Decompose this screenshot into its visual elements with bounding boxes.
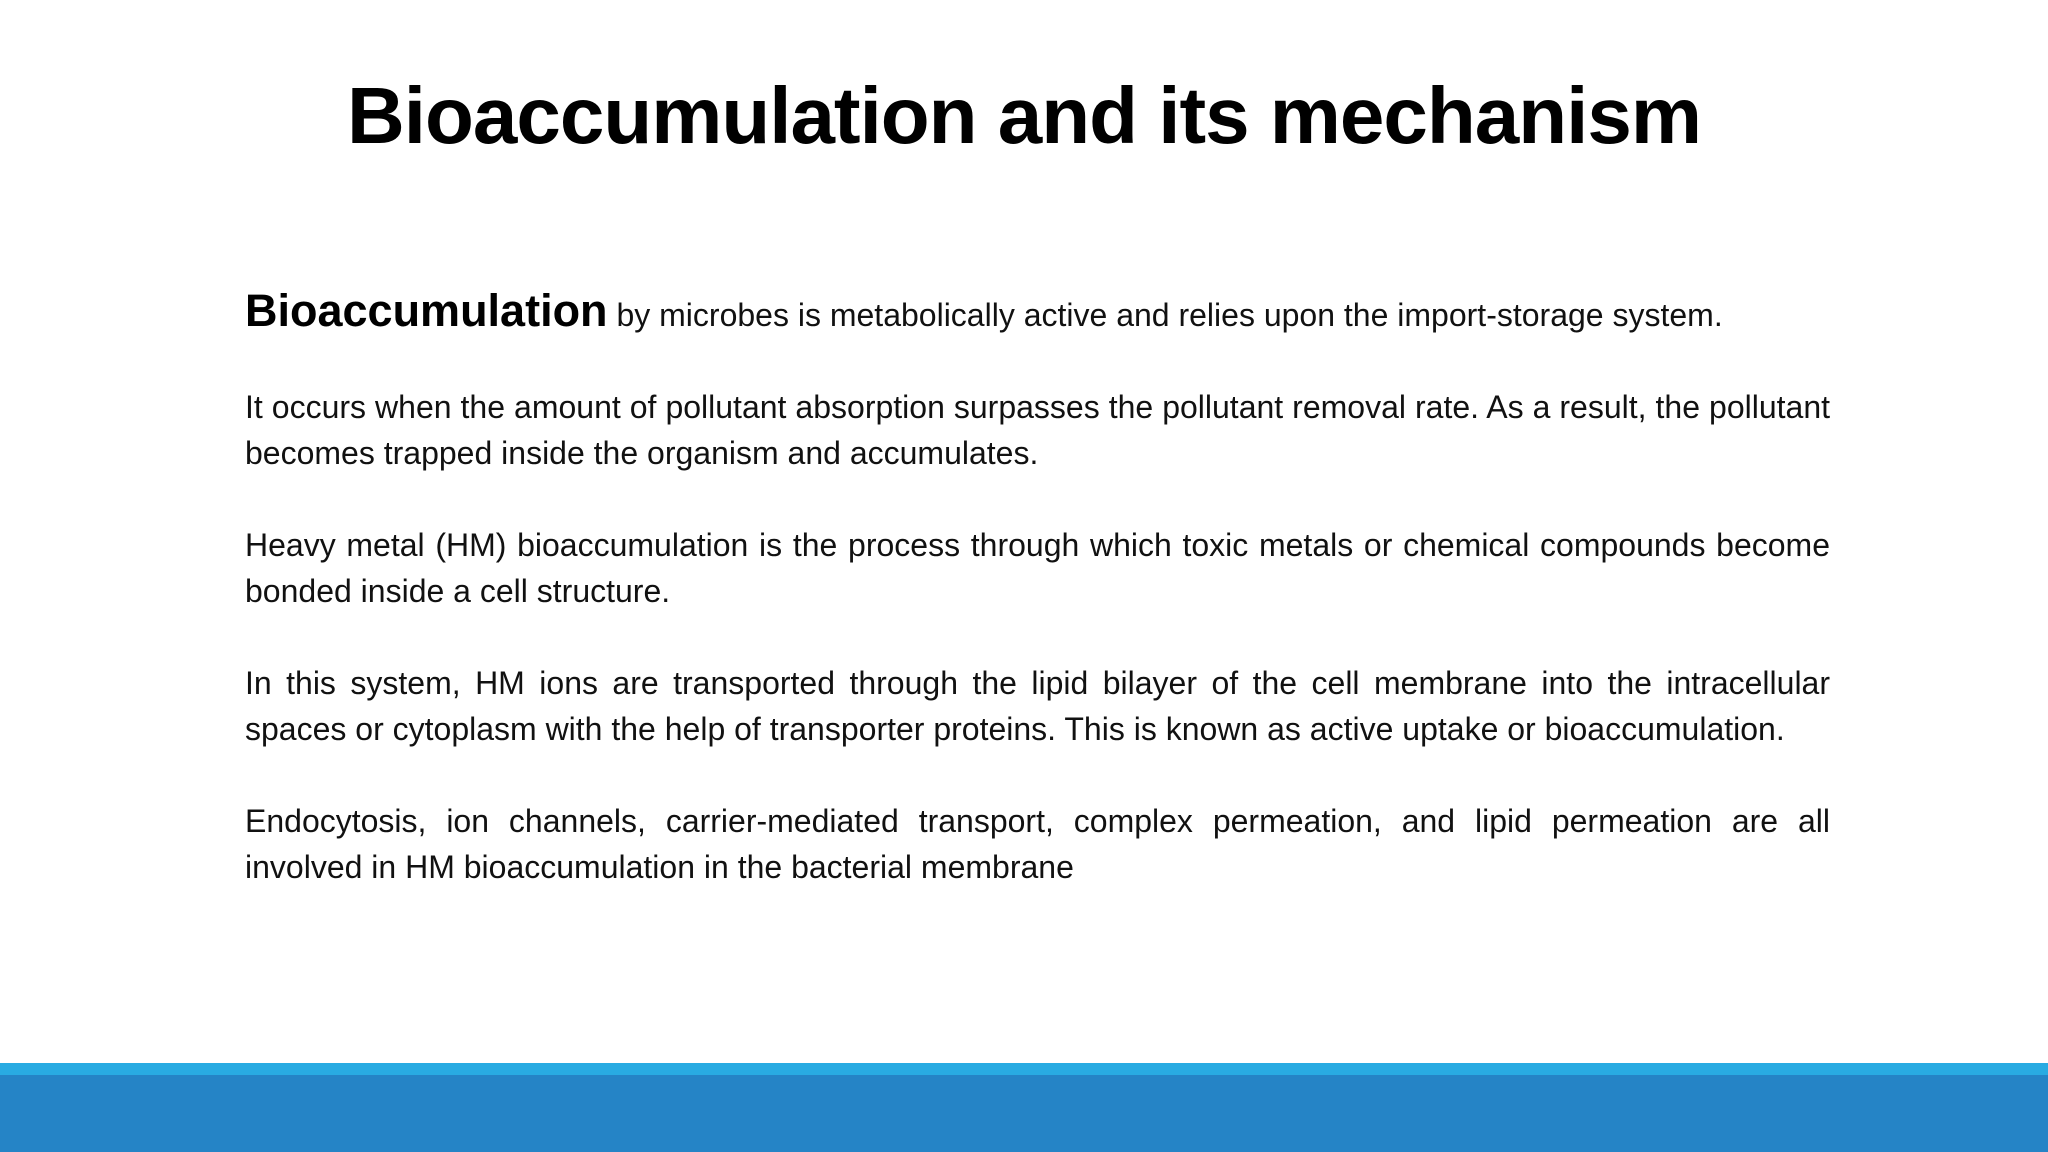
paragraph-2: It occurs when the amount of pollutant absorption surpasses the pollutant removal rate. As a result, the pollutant becomes trapped inside the organism and accumulates. <box>245 389 1830 471</box>
paragraph-1-text: by microbes is metabolically active and relies upon the import-storage system. <box>607 297 1723 333</box>
slide-title: Bioaccumulation and its mechanism <box>347 71 1701 160</box>
footer-accent-bar <box>0 1063 2048 1075</box>
paragraph-1 <box>245 285 1830 338</box>
paragraph-3: Heavy metal (HM) bioaccumulation is the process through which toxic metals or chemical compounds become bonded inside a cell structure. <box>245 527 1830 609</box>
footer-bar <box>0 1075 2048 1152</box>
slide-body <box>245 285 1830 936</box>
lead-term: Bioaccumulation <box>245 285 608 336</box>
paragraph-4: In this system, HM ions are transported through the lipid bilayer of the cell membrane into the intracellular spaces or cytoplasm with the help of transporter proteins. This is known as active uptake or bioaccumulation. <box>245 665 1830 747</box>
paragraph-5: Endocytosis, ion channels, carrier-mediated transport, complex permeation, and lipid permeation are all involved in HM bioaccumulation in the bacterial membrane <box>245 803 1830 885</box>
